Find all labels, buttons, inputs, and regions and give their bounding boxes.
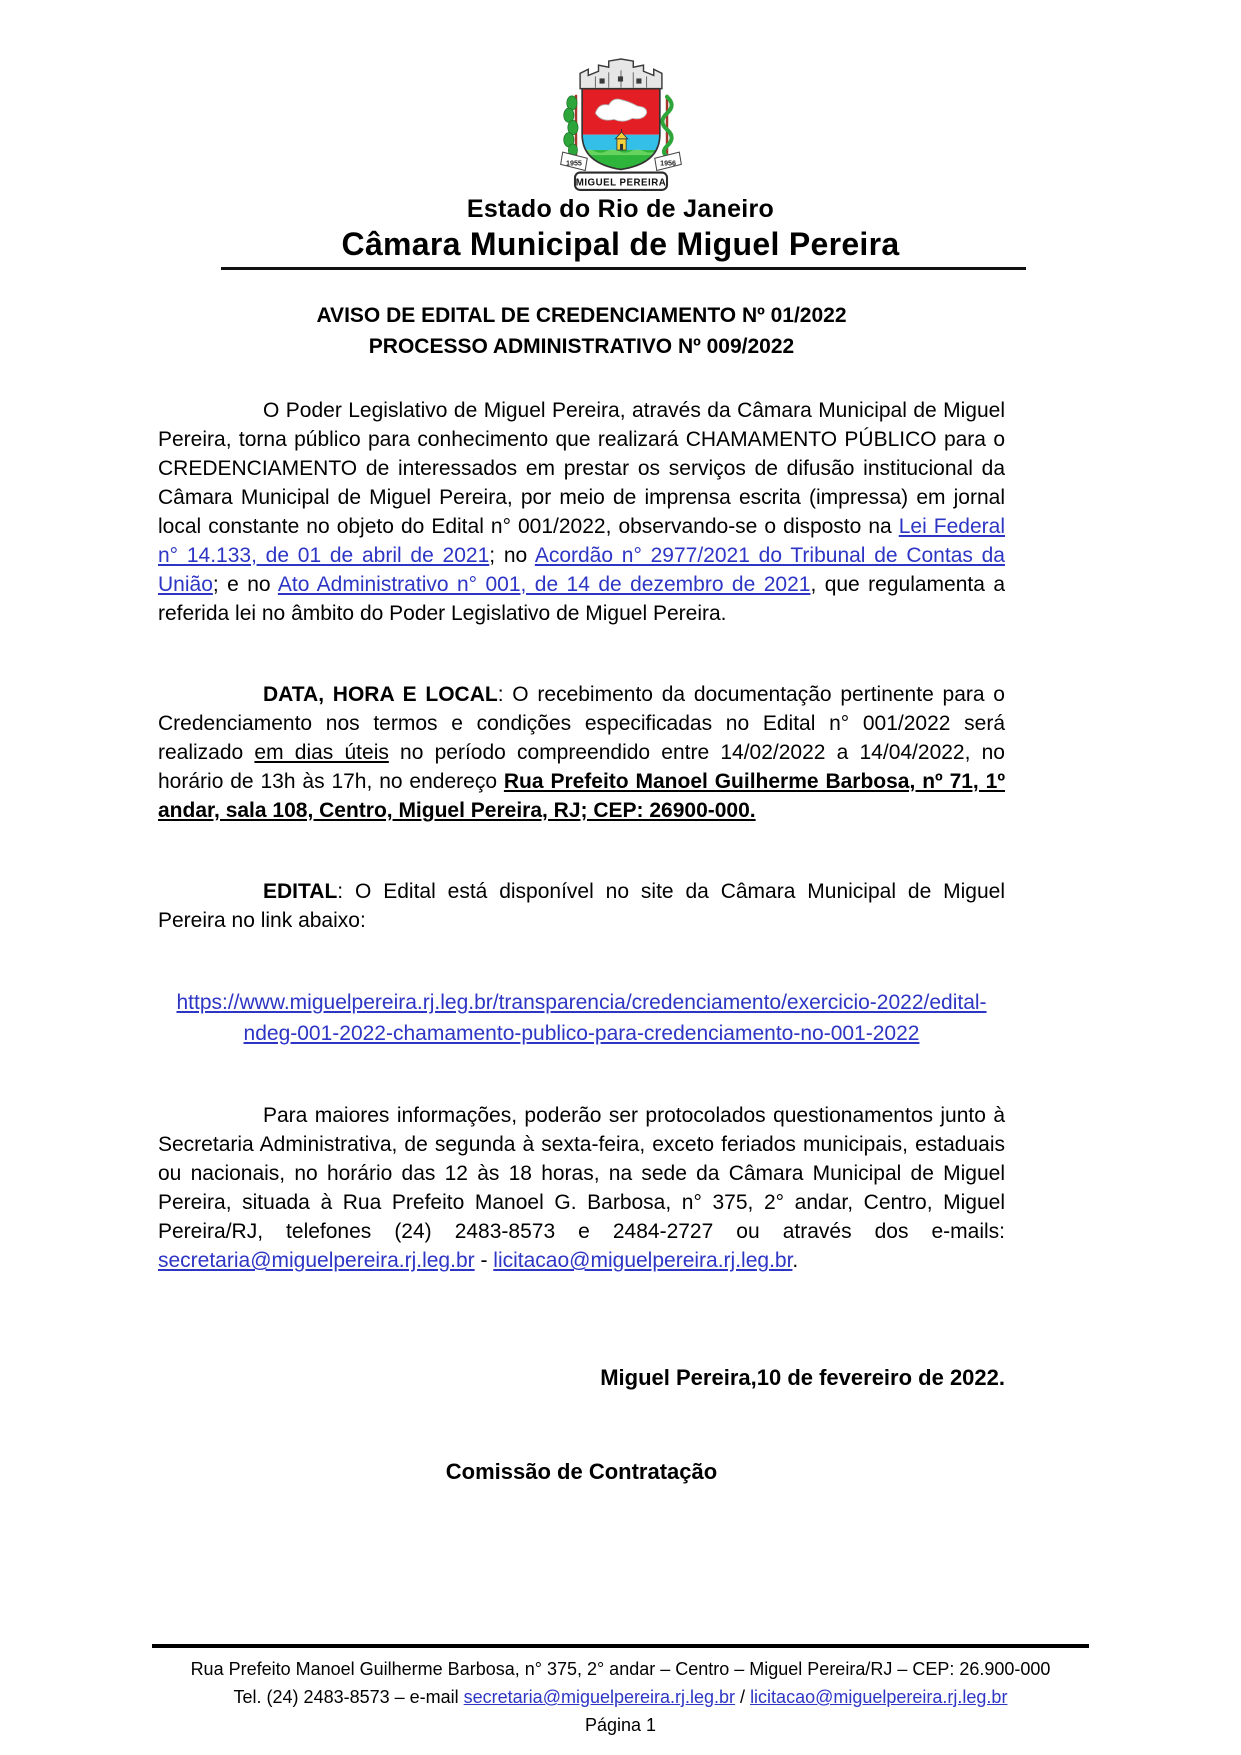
footer-separator: / [735,1687,751,1707]
date-line: Miguel Pereira,10 de fevereiro de 2022. [600,1365,1005,1390]
link-acordao-tcu[interactable]: Acordão n° 2977/2021 do Tribunal de Contas da União [158,544,1005,596]
paragraph-edital [158,877,1005,935]
footer-link-email-licitacao[interactable]: licitacao@miguelpereira.rj.leg.br [750,1687,1008,1707]
footer-address: Rua Prefeito Manoel Guilherme Barbosa, n° 375, 2° andar – Centro – Miguel Pereira/RJ – CEP: 26.900-000 [190,1659,1051,1679]
data-hora-local-text-1: : O recebimento da documentação pertinente para o Credenciamento nos termos e condições especificadas no Edital n° 001/2022 será realizado [158,683,1005,764]
edital-label: EDITAL [263,880,338,903]
link-email-secretaria[interactable]: secretaria@miguelpereira.rj.leg.br [158,1249,475,1272]
dias-uteis-underlined: em dias úteis [254,741,389,764]
org-title: Câmara Municipal de Miguel Pereira [341,226,900,262]
footer-tel: Tel. (24) 2483-8573 – e-mail [233,1687,464,1707]
data-hora-local-text-2: no período compreendido entre 14/02/2022 a 14/04/2022, no horário de 13h às 17h, no endereço [158,741,1005,793]
state-line: Estado do Rio de Janeiro [466,195,775,223]
document-footer [152,1644,1089,1739]
document-title [158,300,1005,362]
edital-link-block [158,987,1005,1049]
shield-icon [578,89,660,171]
coat-of-arms [533,58,709,193]
year-left-label: 1955 [565,159,582,168]
endereco-credenciamento: Rua Prefeito Manoel Guilherme Barbosa, nº 71, 1º andar, sala 108, Centro, Miguel Pereira, RJ; CEP: 26900-000. [158,770,1005,822]
title-line-1: AVISO DE EDITAL DE CREDENCIAMENTO Nº 01/2022 [316,304,847,327]
header-divider [221,267,1026,270]
title-line-2: PROCESSO ADMINISTRATIVO Nº 009/2022 [368,335,795,358]
paragraph-data-hora-local [158,680,1005,825]
footer-contact-line [152,1683,1089,1711]
year-ribbon-right [654,152,681,170]
paragraph-informacoes [158,1101,1005,1275]
right-vine-icon [662,95,671,156]
informacoes-text-3: . [792,1249,799,1272]
document-header [0,0,1241,270]
year-ribbon-left [560,152,587,170]
paragraph-intro [158,396,1005,628]
crest-banner-label: MIGUEL PEREIRA [575,177,666,189]
signature-commission: Comissão de Contratação [445,1459,718,1484]
data-hora-local-label: DATA, HORA E LOCAL [263,683,498,706]
informacoes-text-2: - [474,1249,494,1272]
link-ato-administrativo[interactable]: Ato Administrativo n° 001, de 14 de dezembro de 2021 [277,573,811,596]
intro-text-2: ; no [489,544,535,567]
footer-link-email-secretaria[interactable]: secretaria@miguelpereira.rj.leg.br [463,1687,736,1707]
edital-text: : O Edital está disponível no site da Câmara Municipal de Miguel Pereira no link abaixo: [158,880,1005,932]
link-email-licitacao[interactable]: licitacao@miguelpereira.rj.leg.br [493,1249,793,1272]
mural-crown-icon [580,59,662,89]
intro-text-4: , que regulamenta a referida lei no âmbito do Poder Legislativo de Miguel Pereira. [158,573,1006,625]
year-right-label: 1956 [659,159,676,168]
intro-text-3: ; e no [212,573,278,596]
link-edital-url[interactable]: https://www.miguelpereira.rj.leg.br/transparencia/credenciamento/exercicio-2022/edital-ndeg-001-2022-chamamento-publico-para-credenciamento-no-001-2022 [176,991,987,1045]
footer-page-number: Página 1 [584,1715,657,1735]
crest-banner [574,173,666,190]
intro-text-1: O Poder Legislativo de Miguel Pereira, através da Câmara Municipal de Miguel Pereira, torna público para conhecimento que realizará CHAMAMENTO PÚBLICO para o CREDENCIAMENTO de interessados em prestar os serviços de difusão institucional da Câmara Municipal de Miguel Pereira, por meio de imprensa escrita (impressa) em jornal local constante no objeto do Edital n° 001/2022, observando-se o disposto na [158,399,1005,538]
link-lei-federal[interactable]: Lei Federal n° 14.133, de 01 de abril de 2021 [158,515,1005,567]
left-branch-icon [563,95,577,156]
informacoes-text-1: Para maiores informações, poderão ser protocolados questionamentos junto à Secretaria Administrativa, de segunda à sexta-feira, exceto feriados municipais, estaduais ou nacionais, no horário das 12 às 18 horas, na sede da Câmara Municipal de Miguel Pereira, situada à Rua Prefeito Manoel G. Barbosa, n° 375, 2° andar, Centro, Miguel Pereira/RJ, telefones (24) 2483-8573 e 2484-2727 ou através dos e-mails: [158,1104,1005,1243]
document-body [158,300,1005,1485]
